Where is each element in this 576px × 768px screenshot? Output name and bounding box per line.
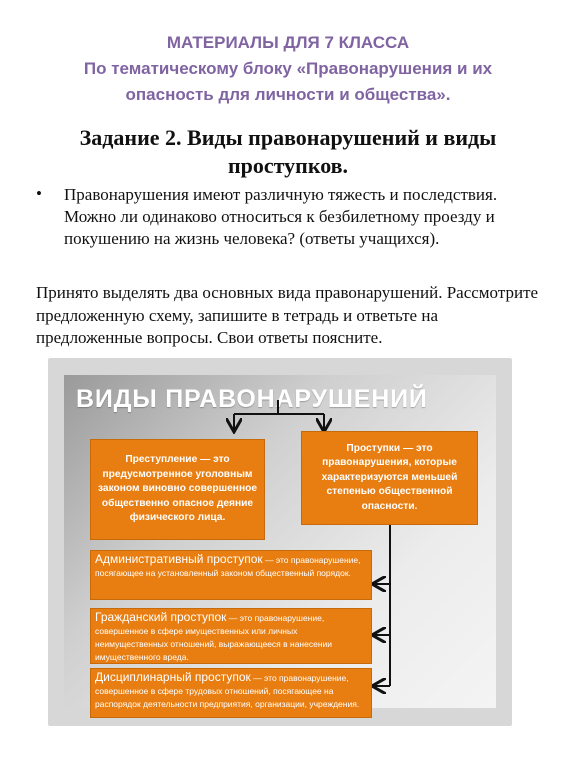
admin-offense-title: Административный проступок (95, 552, 263, 566)
bullet-marker: • (36, 184, 42, 203)
civil-offense-title: Гражданский проступок (95, 610, 227, 624)
disciplinary-offense-title: Дисциплинарный проступок (95, 670, 251, 684)
crime-box: Преступление — это предусмотренное уголовным законом виновно совершенное общественно опасное деяние физического лица. (90, 439, 265, 540)
instruction-paragraph: Принято выделять два основных вида правонарушений. Рассмотрите предложенную схему, запишите в тетрадь и ответьте на предложенные вопросы. Свои ответы поясните. (36, 283, 539, 347)
admin-offense-box (90, 550, 372, 600)
diagram-title: ВИДЫ ПРАВОНАРУШЕНИЙ (76, 385, 428, 413)
header-line-2: По тематическому блоку «Правонарушения и их (83, 59, 493, 78)
misdemeanor-box: Проступки — это правонарушения, которые характеризуются меньшей степенью общественной опасности. (301, 431, 478, 525)
civil-offense-desc: — это правонарушение, совершенное в сфере имущественных или личных неимущественных отношений, выражающееся в нанесении имущественного вреда. (95, 613, 333, 662)
disciplinary-offense-box (90, 668, 372, 718)
disciplinary-offense-desc: — это правонарушение, совершенное в сфере трудовых отношений, посягающее на распорядок деятельности предприятия, организации, учреждения. (95, 673, 360, 709)
bullet-text: Правонарушения имеют различную тяжесть и последствия. Можно ли одинаково относиться к безбилетному проезду и покушению на жизнь человека? (ответы учащихся). (64, 185, 498, 248)
bullet-item (36, 184, 546, 250)
civil-offense-box (90, 608, 372, 664)
header-line-1: МАТЕРИАЛЫ ДЛЯ 7 КЛАССА (166, 33, 410, 52)
offense-types-diagram (48, 358, 512, 726)
header-line-3: опасность для личности и общества». (125, 85, 451, 104)
admin-offense-desc: — это правонарушение, посягающее на установленный законом общественный порядок. (95, 555, 361, 578)
task-title: Задание 2. Виды правонарушений и виды проступков. (79, 125, 497, 178)
